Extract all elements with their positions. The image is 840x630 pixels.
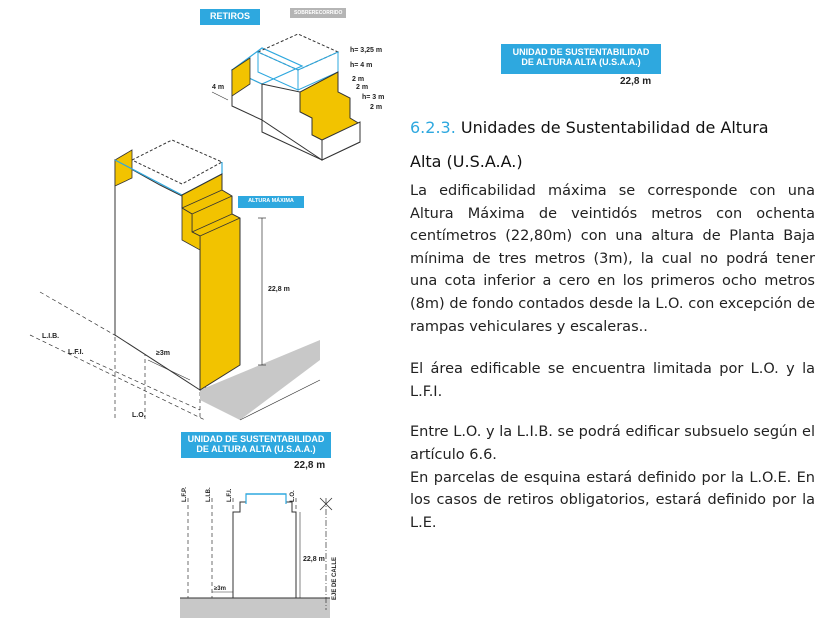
line-lfi-label: L.F.I. <box>68 349 84 356</box>
usaa-badge-section-line1: UNIDAD DE SUSTENTABILIDAD <box>187 434 325 444</box>
usaa-badge-section-line2: DE ALTURA ALTA (U.S.A.A.) <box>196 444 316 455</box>
retiros-diagram <box>212 34 360 160</box>
paragraph-area-edificable: El área edificable se encuentra limitada por L.O. y la L.F.I. <box>410 361 815 400</box>
dim-h4: h= 4 m <box>350 62 373 69</box>
tower-diagram <box>30 140 320 420</box>
axis-lib: L.I.B. <box>206 487 212 502</box>
article-title-line1: Unidades de Sustentabilidad de Altura <box>460 118 769 137</box>
dim-2m-c: 2 m <box>370 104 383 111</box>
dim-2m-a: 2 m <box>352 76 365 83</box>
article-title-line2: Alta (U.S.A.A.) <box>410 152 523 171</box>
article-heading <box>410 110 815 178</box>
retiros-tag: RETIROS <box>200 9 260 25</box>
sobrerecorrido-tag: SOBRERECORRIDO <box>290 8 346 18</box>
usaa-badge-right-line2: DE ALTURA ALTA (U.S.A.A.) <box>521 57 641 68</box>
axis-lo: L.O. <box>290 490 296 502</box>
usaa-badge-right <box>501 44 661 74</box>
dim-h325: h= 3,25 m <box>350 47 383 54</box>
dim-4m: 4 m <box>212 84 225 91</box>
paragraph-esquina: En parcelas de esquina estará definido por la L.O.E. En los casos de retiros obligatorios, estará definido por la L.E. <box>410 469 815 531</box>
dim-2m-b: 2 m <box>356 84 369 91</box>
article-body <box>410 110 815 534</box>
axis-lfi: L.F.I. <box>227 488 233 502</box>
section-height-top: 22,8 m <box>294 460 326 471</box>
usaa-height-right: 22,8 m <box>620 76 652 87</box>
line-lib-label: L.I.B. <box>42 333 60 340</box>
article-number: 6.2.3. <box>410 118 456 137</box>
paragraph-edificabilidad: La edificabilidad máxima se corresponde con una Altura Máxima de veintidós metros con ochenta centímetros (22,80m) con una altura de Planta Baja mínima de tres metros (3m), la cual no podrá tener una cota inferior a cero en los primeros ocho metros (8m) de fondo contados desde la L.O. con excepción de rampas vehiculares y escaleras.. <box>410 183 815 335</box>
dim-h3: h= 3 m <box>362 94 385 101</box>
diagrams-canvas <box>0 0 410 630</box>
usaa-badge-section <box>181 432 331 458</box>
usaa-badge-right-line1: UNIDAD DE SUSTENTABILIDAD <box>512 47 650 57</box>
section-setback: ≥3m <box>214 586 226 592</box>
line-lo-label: L.O. <box>132 412 146 419</box>
altura-maxima-tag: ALTURA MÁXIMA <box>238 196 304 208</box>
axis-lfp: L.F.P. <box>182 487 188 502</box>
street-axis-label: EJE DE CALLE <box>332 556 338 600</box>
section-height-mid: 22,8 m <box>303 556 325 563</box>
tower-height-label: 22,8 m <box>268 286 290 293</box>
paragraph-subsuelo: Entre L.O. y la L.I.B. se podrá edificar subsuelo según el artículo 6.6. <box>410 424 815 463</box>
tower-setback-label: ≥3m <box>156 350 170 357</box>
